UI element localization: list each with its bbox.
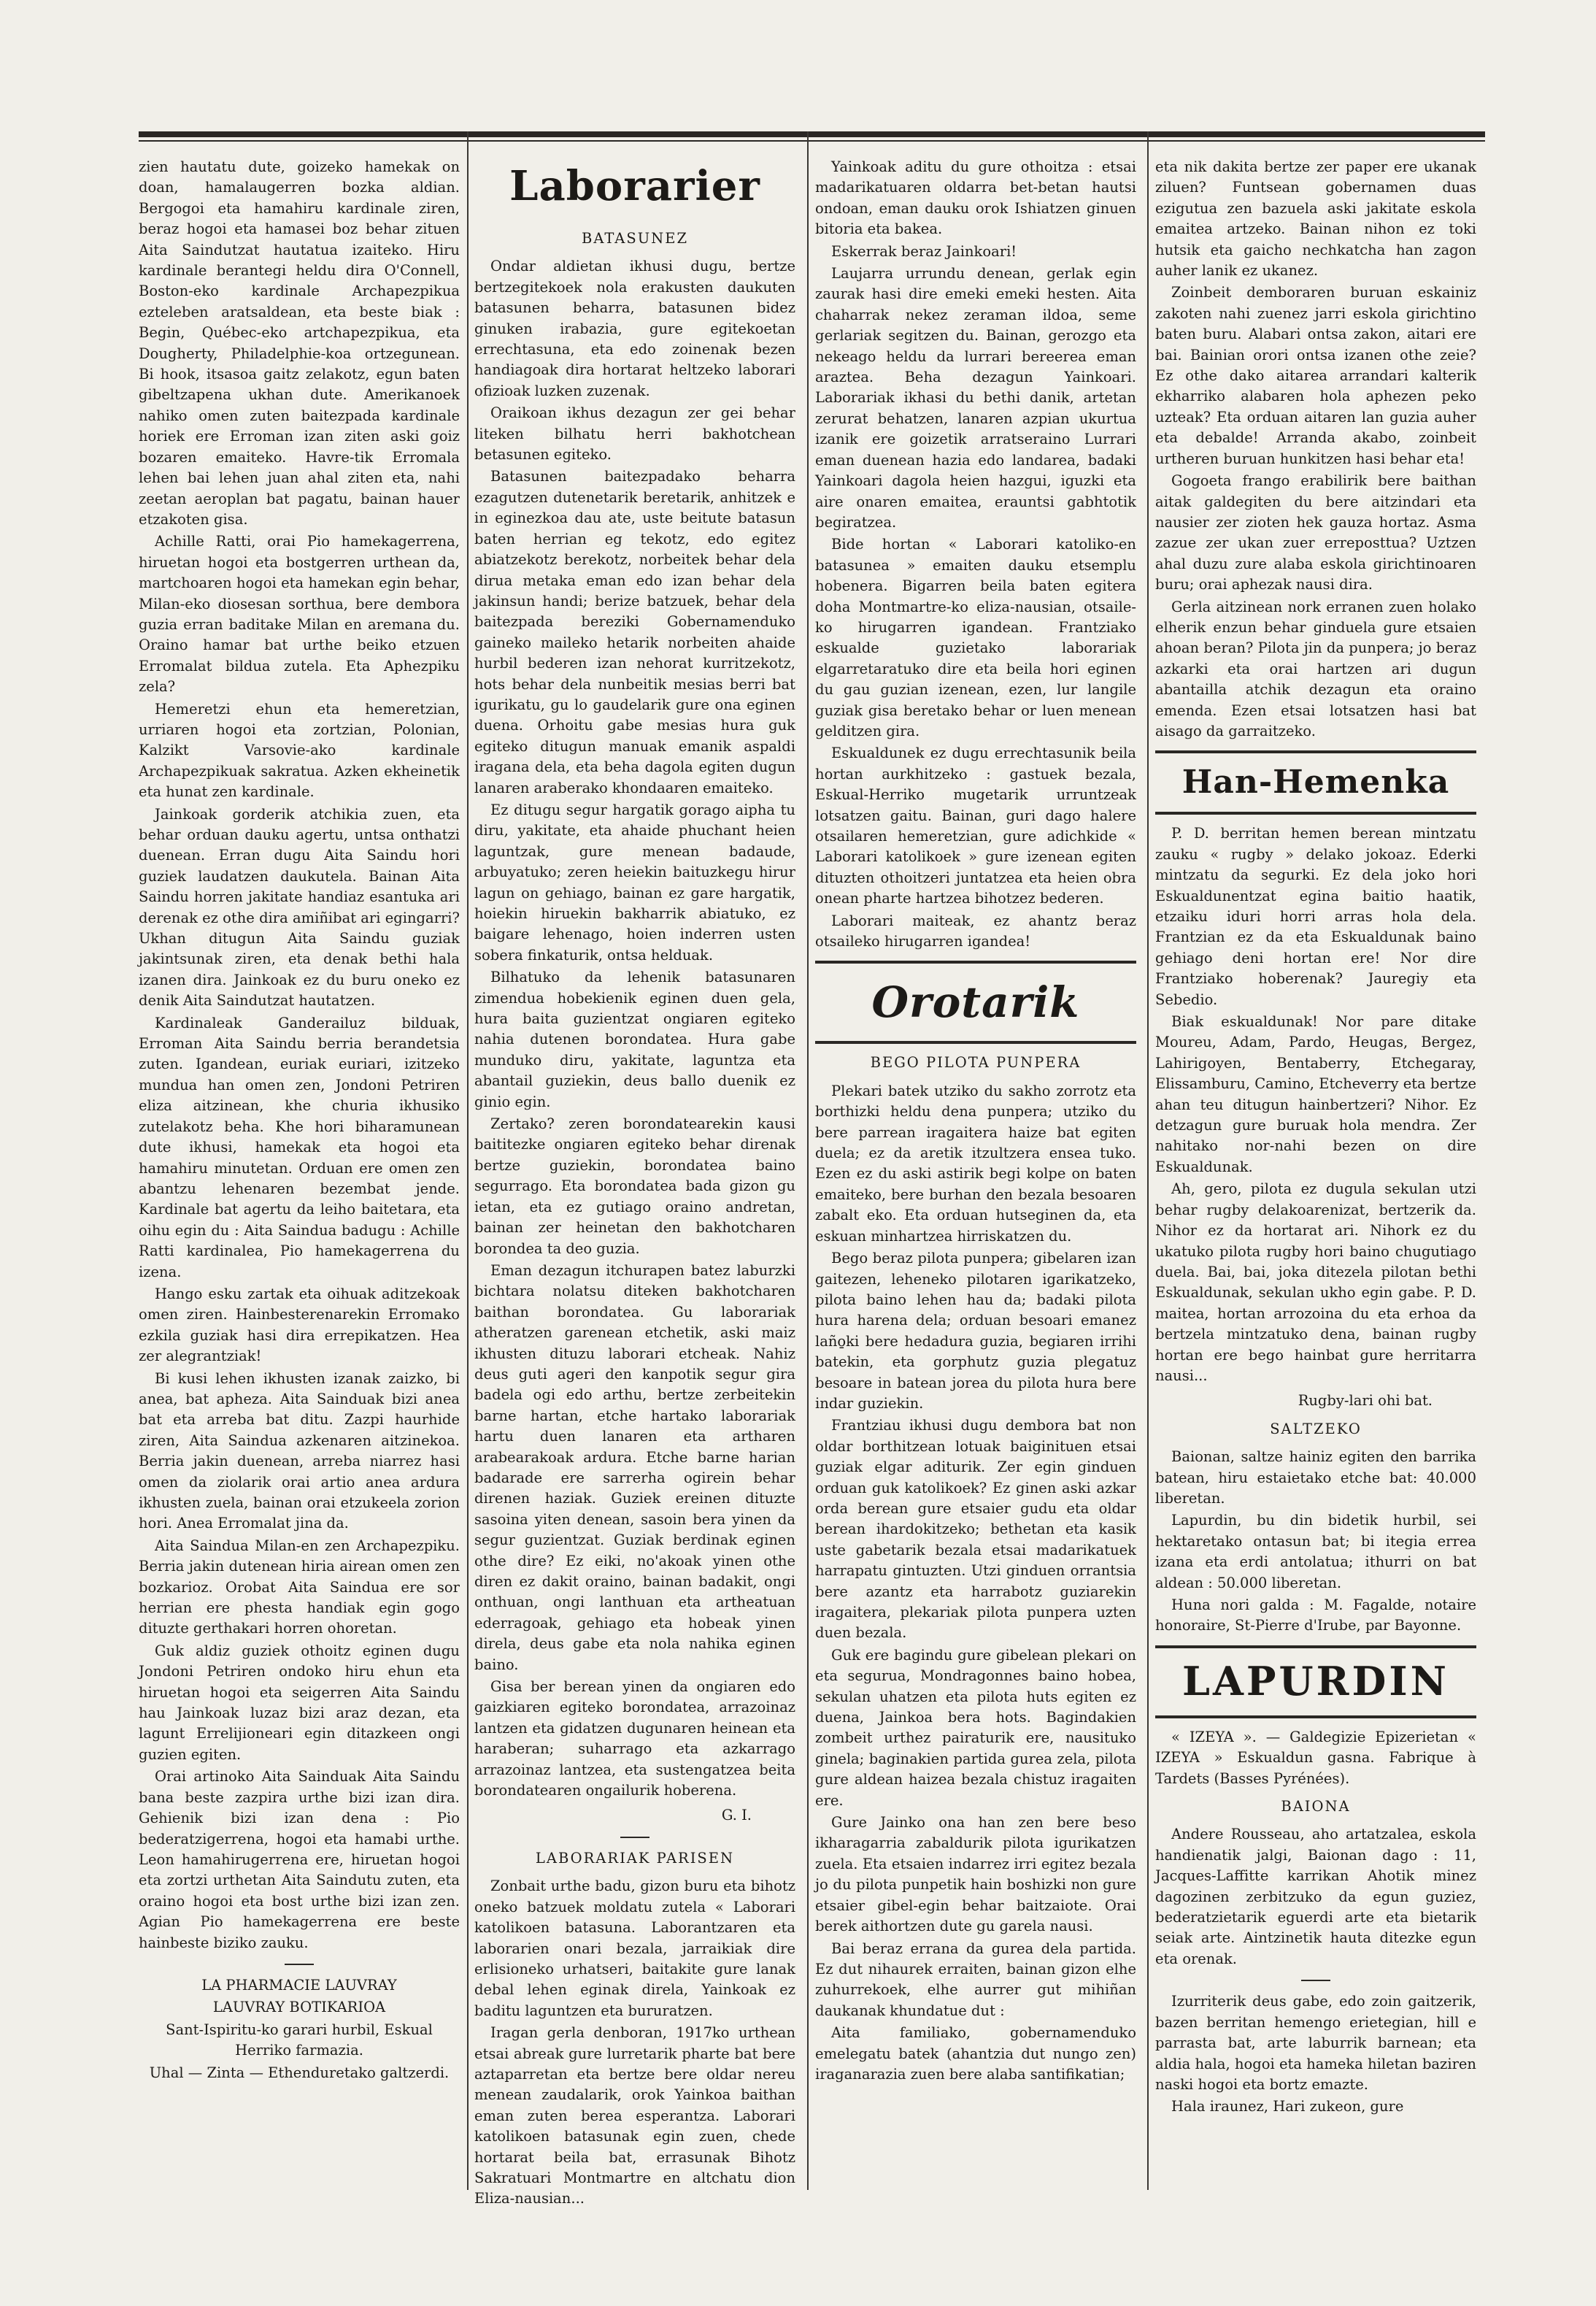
article-paragraph: Huna nori galda : M. Fagalde, notaire honoraire, St-Pierre d'Irube, par Bayonne.: [1155, 1596, 1476, 1634]
article-paragraph: Aita Saindua Milan-en zen Archapezpiku. Berria jakin dutenean hiria airean omen zen bozkarioz. Orobat Aita Saindua ere sor herrian ere phesta handiak egin gogo dituzte gerthakari horren ohoretan.: [139, 1537, 460, 1637]
subheading: LABORARIAK PARISEN: [535, 1849, 735, 1867]
article-paragraph: eta nik dakita bertze zer paper ere ukanak ziluen? Funtsean gobernamen duas ezigutua zen bazuela aski jakitate eskola emaitea artzeko. Bainan nihon ez toki hutsik eta gaicho nechkatcha han zagon auher lanik ez ukanez.: [1155, 158, 1476, 280]
ad-title: LAUVRAY BOTIKARIOA: [212, 1999, 386, 2016]
article-paragraph: Zertako? zeren borondatearekin kausi baititezke ongiaren egiteko behar direnak bertze guziekin, borondatea baino segurrago. Eta borondatea bada gizon gu ietan, eta ez gutiago oraino andretan, bainan zer heinetan den bakhotcharen borondea ta deo guzia.: [474, 1115, 795, 1257]
headline-orotarik: Orotarik: [871, 977, 1080, 1028]
article-paragraph: Oraikoan ikhus dezagun zer gei behar liteken bilhatu herri bakhotchean betasunen egiteko.: [474, 404, 795, 464]
article-paragraph: Kardinaleak Ganderailuz bilduak, Erroman Aita Saindu berria berandetsia zuten. Igandean, euriak euriari, izitzeko mundua han omen zen, Jondoni Petriren eliza aitzinean, khe churia ikhusiko zutelakotz beha. Khe hori biharamunean dute ikhusi, hamekak eta hogoi eta hamahiru minutetan. Orduan ere omen zen abantzu lehenaren bezembat jende. Kardinale bat agertu da leiho baitetara, eta oihu egin du : Aita Saindua badugu : Achille Ratti kardinalea, Pio hamekagerrena du izena.: [139, 1014, 460, 1280]
article-paragraph: Batasunen baitezpadako beharra ezagutzen dutenetarik beretarik, anhitzek e in eginezkoa dau ate, uste beitute batasun baten herrian eg tekotz, edo egitez abiatzekotz berekotz, norbeitek behar dela dirua metaka eman edo izan behar dela jakinsun handi; berize batzuek, behar dela baitezpada bereziki Gobernamenduko gaineko maileko hetarik norbeiten ahaide hurbil bederen izan nehorat kurritzekotz, hots behar dela nunbeitik mesias berri bat igurikatu, gu lo gaudelarik gure ona eginen duena. Orhoitu gabe mesias hura guk egiteko ditugun manuak emanik aspaldi iragana dela, eta beha dagola egiten dugun lanaren araberako khondaaren emaiteko.: [474, 468, 795, 796]
article-paragraph: Gure Jainko ona han zen bere beso ikharagarriа zabaldurik pilota igurikatzen zuela. Eta etsaien indarrez irri egitez bezala jo du pilota punpetik hain boshizki non gure etsaier gibel-egin behar baitzaiote. Orai berek aithortzen dute gu garela nausi.: [815, 1814, 1136, 1935]
column-divider: [467, 131, 469, 2190]
article-paragraph: Plekari batek utziko du sakho zorrotz eta borthizki heldu dena punpera; utziko du bere parrean iragaitera haize bat egiten duela; ez da aretik itzultzera ensea tuko. Ezen ez du aski astirik begi kolpe on baten emaiteko, bere burhan den bezala besoaren zabalt eko. Eta orduan hutseginen da, eta eskuan minhartzea hirriskatzen du.: [815, 1082, 1136, 1245]
headline-lapurdin: LAPURDIN: [1182, 1657, 1449, 1704]
article-paragraph: Laujarra urrundu denean, gerlak egin zaurak hasi dire emeki emeki hesten. Aita chaharrak nekez zeraman ildoa, seme gerlariak segitzen du. Bainan, gerozgo eta nekeago heldu da lurrari bereerea eman arazteа. Beha dezagun Yainkoari. Laborariak ikhasi du bethi danik, artetan zerurat behatzen, lanaren azpian ukurtua izanik ere goizetik arratseraino Lurrari eman duenean hazia edo landarea, badaki Yainkoari dagola heien hazgui, iguzki eta aire onaren emaitea, erauntsi gabhtotik begiratzea.: [815, 265, 1136, 531]
article-paragraph: Orai artinoko Aita Sainduak Aita Saindu bana beste zazpira urthe bizi izan dira. Gehienik bizi izan dena : Pio bederatzigerrena, hogoi eta hamabi urthe. Leon hamahirugerrena ere, hiruetan hogoi eta zortzi urthetan Aita Saindutu zuten, eta oraino hogoi eta bost urthe bizi izan zen. Agian Pio hamekagerrena ere beste hainbeste biziko zauku.: [139, 1768, 460, 1951]
subheading: BEGO PILOTA PUNPERA: [870, 1054, 1082, 1072]
separator: [1301, 1980, 1330, 1981]
article-paragraph: Ondar aldietan ikhusi dugu, bertze bertzegitekoek nola erakusten daukuten batasunen beharra, batasunen bidez ginuken irabazia, gure egitekoetan errechtasuna, eta edo zoinenak bezen handiagoak dira hortarat heltzeko laborari ofizioak luzken zuzenak.: [474, 258, 795, 399]
headline-box: [815, 961, 1136, 1044]
top-rule-thin: [139, 140, 1485, 142]
article-paragraph: Gisa ber berean yinen da ongiaren edo gaizkiaren egiteko borondatea, arrazoinaz lantzen eta gidatzen dugunaren heinean eta haraberan; suharrago eta azkarrago arrazoinaz lantzea, eta sustengatzea beita borondatearen ongailurik hoberena.: [474, 1678, 795, 1799]
article-paragraph: zien hautatu dute, goizeko hamekak on doan, hamalaugerren bozka aldian. Bergogoi eta hamahiru kardinale ziren, beraz hogoi eta hamasei boz behar zituen Aita Saindutzat hautatua izaiteko. Hiru kardinale berantegi heldu dira O'Connell, Boston-eko kardinale Archapezpikua ezteleben aratsaldean, eta beste biak : Begin, Québec-eko artchapezpikua, eta Dougherty, Philadelphie-koa ortzegunean. Bi hook, itsasoa gaitz zelakotz, egun baten gibeltzapena ukhan dute. Amerikanoek nahiko omen zuten baitezpada kardinale horiek ere Erroman izan ziten aski goiz bozaren emaiteko. Havre-tik Erromala lehen bai lehen juan ahal ziten eta, nahi zeetan aeroplan bat pagatu, bainan hauer etzakoten gisa.: [139, 158, 460, 528]
subheading: SALTZEKO: [1270, 1420, 1362, 1437]
column-divider: [1147, 131, 1149, 2190]
headline-box: [1155, 1645, 1476, 1718]
article-paragraph: Eman dezagun itchurapen batez laburzki bichtara nolatsu diteken bakhotcharen baithan borondatea. Gu laborariak atheratzen garenean etchetik, aski maiz ikhusten dituzu laborari etcheak. Nahiz deus guti ageri den kanpotik segur gira badela ogi edo arthu, bertze zerbeitekin barne hartan, etche hartako laborariak hartu duen lanaren eta artharen arabearakoak ardura. Etche barne harian badarade ere sarrerha ogirein behar direnen haziak. Guziek ereinen dituzte sasoina yiten denean, sasoin bera yinen da segur guzientzat. Guziak berdinak eginen othe dire? Ez eiki, no'akoak yinen othe diren ez dakit oraino, bainan badakit, ongi onthuan, ongi lanthuan eta artheatuan ederragoak, gehiago eta hobeak yinen direla, deus gabe eta nola nahika eginen baino.: [474, 1261, 795, 1673]
ad-line: Sant-Ispiritu-ko garari hurbil, Eskual Herriko farmazia.: [166, 2021, 433, 2059]
signature: G. I.: [721, 1807, 752, 1824]
column-4: [1155, 157, 1476, 2119]
article-paragraph: Hango esku zartak eta oihuak aditzekoak omen ziren. Hainbesterenarekin Erromako ezkila guziak hasi dira errepikatzen. Hea zer alegrantziak!: [139, 1285, 460, 1365]
column-3: [815, 157, 1136, 2086]
article-paragraph: Gogoeta frango erabilirik bere baithan aitak galdegiten du bere aitzindari eta nausier zer zioten hek gauza hortaz. Asma zazue zer ukan zuer erreposttua? Uztzen ahal duzu zure alaba eskola girichtinoaren buru; orai aphezak nausi dira.: [1155, 472, 1476, 593]
article-paragraph: Achille Ratti, orai Pio hamekagerrena, hiruetan hogoi eta bostgerren urthean da, martchoaren hogoi eta hamekan egin behar, Milan-eko diosesan sorthua, bere dembora guzia erran baditake Milan en aremana du. Oraino hamar bat urthe beiko etzuen Erromalat bildua zutela. Eta Aphezpiku zela?: [139, 533, 460, 696]
article-paragraph: « IZEYA ». — Galdegizie Epizerietan « IZEYA » Eskualdun gasna. Fabrique à Tardets (Basses Pyrénées).: [1155, 1728, 1476, 1787]
article-paragraph: Aita familiako, gobernamenduko emelegatu batek (ahantzia dut nungo zen) iraganaraziа zuen bere alaba santifikatian;: [815, 2024, 1136, 2083]
headline-han-hemenka: Han-Hemenka: [1181, 764, 1450, 802]
subheading: BATASUNEZ: [581, 230, 688, 247]
article-paragraph: Zonbait urthe badu, gizon buru eta bihotz oneko batzuek moldatu zutela « Laborari katolikoen batasuna. Laborantzaren eta laborarien onari bezala, jarraikiak dire erlisioneko urhatseri, baitakite gure lanak debal lehen eginak direla, Yainkoak ez baditu laguntzen eta bururatzen.: [474, 1878, 795, 2019]
column-1: [139, 157, 460, 2085]
article-paragraph: Andere Rousseau, aho artatzalea, eskola handienatik jalgi, Baionan dago : 11, Jacques-Laffitte karrikan Ahotik minez dagozinen zerbitzuko da egun guziez, bederatzietarik eguerdi arte eta bietarik seiak arte. Aintzinetik hauta ditezke egun eta orenak.: [1155, 1826, 1476, 1967]
article-paragraph: Bego beraz pilota punpera; gibelaren izan gaitezen, leheneko pilotaren igarikatzeko, pilota baino lehen hau da; badaki pilota hura harena dela; orduan besoari emanez laño̱ki bere hedadura guzia, begiaren irrihi batekin, eta gorphutz guzia plegatuz besoare in batean jorea du pilota hura bere indar guziekin.: [815, 1250, 1136, 1412]
separator: [285, 1964, 314, 1965]
article-paragraph: Ez ditugu segur hargatik gorago aipha tu diru, yakitate, eta ahaide phuchant heien laguntzak, gure menean badaude, arbuyatuko; zeren heiekin baituzkegu hirur lagun on gehiago, bainan ez gare hargatik, hoiekin hiruekin bakharrik abiatuko, ez baigare lehenago, hoien inderren usten sobera finkaturik, ontsa helduak.: [474, 801, 795, 964]
article-paragraph: Frantziau ikhusi dugu dembora bat non oldar borthitzean lotuak baiginituen etsai guziak elgar aditurik. Zer egin ginduen orduan guk katolikoek? Ez ginen aski azkar orda berean gure etsaier gudu eta oldar berean ihardokitzeko; bethetan eta kasik uste gabetarik bezala etsai madarikatuek harrapatu gintuzten. Utzi ginduen orrantsia bere azantz eta harrabotz guziarekin iragaitera, plekariak pilota punpera uzten duen bezala.: [815, 1417, 1136, 1642]
ad-title: LA PHARMACIE LAUVRAY: [201, 1976, 397, 1994]
top-rule: [139, 131, 1485, 137]
article-paragraph: Laborari maiteak, ez ahantz beraz otsaileko hirugarren igandea!: [815, 912, 1136, 950]
column-divider: [807, 131, 809, 2190]
separator: [620, 1837, 649, 1838]
article-paragraph: Bai beraz errana da gurea dela partida. Ez dut nihaurek erraiten, bainan gizon elhe zuhurrekoek, elhe aurrer gut mihiñan daukanak khundatue dut :: [815, 1940, 1136, 2019]
signature: Rugby-lari ohi bat.: [1298, 1392, 1433, 1410]
article-paragraph: Bilhatuko da lehenik batasunaren zimendua hobekienik eginen duen gela, hura baita guzientzat ongiaren egiteko nahia dutenen borondatea. Hura gabe munduko diru, yakitate, laguntza eta abantail guziekin, deus ballo duenik ez ginio egin.: [474, 969, 795, 1110]
headline-box: [1155, 750, 1476, 815]
article-paragraph: Guk ere bagindu gure gibelean plekari on eta segurua, Mondragonnes baino hobea, sekulan uhatzen eta pilota huts egiten ez duena, Jainkoa bera hots. Bagindakien zombeit urthez pairaturik ere, nausituko ginela; baginakien partida gurea zela, pilota gure aldean haizea bezala chistuz iragaiten ere.: [815, 1646, 1136, 1809]
article-paragraph: Guk aldiz guziek othoitz eginen dugu Jondoni Petriren ondoko hiru ehun eta hiruetan hogoi eta seigerren Aita Saindu hau Jainkoak luzaz bizi araz dezan, eta lagunt Errelijioneari egin ditazkeen ongi guzien egiten.: [139, 1642, 460, 1763]
article-paragraph: Eskualdunek ez dugu errechtasunik beila hortan aurkhitzeko : gastuek bezala, Eskual-Herriko mugetarik urruntzeak lotsatzen gaitu. Bainan, guri dago halere otsailaren hemeretzian, gure adichkide « Laborari katolikoek » gure izenean egiten dituzten othoitzeri juntatzea eta heien obra onean pharte hartzea bihotzez bederen.: [815, 745, 1136, 907]
article-paragraph: Iragan gerla denboran, 1917ko urthean etsai abreak gure lurretarik pharte bat bere aztaparretan eta bertze bere oldar nereu menean zaudalarik, orok Yainkoa baithan eman zuten berea esperantza. Laborari katolikoen batasunak egin zuen, chede hortarat beila bat, errasunak Bihotz Sakratuari Montmartre en altchatu dion Eliza-nausian...: [474, 2024, 795, 2207]
article-paragraph: Biak eskualdunak! Nor pare ditake Moureu, Adam, Pardo, Heugas, Bergez, Lahirigoyen, Bentaberry, Etchegaray, Elissamburu, Camino, Etcheverry eta bertze ahan teu ditugun hainbertzeri? Nihor. Ez detzagun gure buruak hola mendra. Zer nahitako nor-nahi bezen on dire Eskualdunak.: [1155, 1013, 1476, 1175]
article-paragraph: Jainkoak gorderik atchikia zuen, eta behar orduan dauku agertu, untsa onthatzi duenean. Erran dugu Aita Saindu hori guziek laudatzen daukutela. Bainan Aita Saindu horren jakitate handiaz esantuka ari derenak ez othe dira amiñibat ari egingarri? Ukhan ditugun Aita Saindu guziak jakintsunak ziren, eta denak bethi hala izanen dira. Jainkoak ez du buru oneko ez denik Aita Saindutzat hautatzen.: [139, 805, 460, 1010]
article-paragraph: Bi kusi lehen ikhusten izanak zaizko, bi anea, bat apheza. Aita Sainduak bizi anea bat eta arreba bat ditu. Zazpi haurhide ziren, Aita Saindua azkenaren aitzinekoa. Berria jakin duenean, arreba niarrez hasi omen da ziolarik orai artio anea ardura ikhusten zuela, bainan orai etzukeela zorion hori. Anea Erromalat jina da.: [139, 1369, 460, 1532]
ad-line: Uhal — Zinta — Ethenduretako galtzerdi.: [149, 2064, 450, 2081]
article-paragraph: Ah, gero, pilota ez dugula sekulan utzi behar rugby delakoarenizat, bertzerik da. Nihor ez da hortarat ari. Nihork ez du ukatuko pilota rugby hori baino chugutiago duela. Bai, bai, joka ditezela pilotan bethi Eskualdunak, sekulan ukho egin gabe. P. D. maitea, hortan arrozoina du eta erhoa da bertzela mintzatuko dena, bainan rugby hortan ere bego hainbat gure herritarra nausi...: [1155, 1180, 1476, 1384]
article-paragraph: Eskerrak beraz Jainkoari!: [831, 242, 1017, 260]
article-paragraph: Lapurdin, bu din bidetik hurbil, sei hektaretako ontasun bat; bi itegia errea izana eta erdi antolatua; ithurri on bat aldean : 50.000 liberetan.: [1155, 1512, 1476, 1591]
article-paragraph: Bide hortan « Laborari katoliko-en batasunea » emaiten dauku etsemplu hobenera. Bigarren beila baten egitera doha Montmartre-ko eliza-nausian, otsaile-ko hirugarren igandean. Frantziako eskualde guzietako laborariak elgarretaratuko dire eta beila hori eginen du gau guzian izenean, ezen, lur langile guziak gisa beretako behar or luen menean gelditzen gira.: [815, 536, 1136, 739]
column-2: [474, 157, 795, 2211]
article-paragraph: Gerla aitzinean nork erranen zuen holako elherik enzun behar ginduela gure etsaien ahoan beran? Pilota jin da punpera; jo beraz azkarki eta orai hartzen ari dugun abantailla atchik dezagun eta oraino emenda. Ezen etsai lotsatzen hasi bat aisago da garraitzeko.: [1155, 598, 1476, 739]
article-paragraph: Yainkoak aditu du gure othoitza : etsai madarikatuaren oldarra bet-betan hautsi ondoan, eman dauku orok Ishiatzen ginuen bitoria eta bakea.: [815, 158, 1136, 238]
article-paragraph: Hemeretzi ehun eta hemeretzian, urriaren hogoi eta zortzian, Polonian, Kalzikt Varsovie-ako kardinale Archapezpikuak sakratua. Azken ekheinetik eta hunat zen kardinale.: [139, 700, 460, 801]
article-paragraph: P. D. berritan hemen berean mintzatu zauku « rugby » delako jokoaz. Ederki mintzatu da segurki. Ez dela joko hori Eskualdunentzat egina baitio haatik, etzaiku iduri horri arras hola dela. Frantzian ez da eta Eskualdunak baino gehiago deni hortan ere! Nor dire Frantziako hoberenak? Jauregiy eta Sebedio.: [1155, 825, 1476, 1008]
article-paragraph: Baionan, saltze hainiz egiten den barrika batean, hiru estaietako etche bat: 40.000 liberetan.: [1155, 1448, 1476, 1507]
article-paragraph: Izurriterik deus gabe, edo zoin gaitzerik, bazen berritan hemengo erietegian, hill e parrasta bat, arte laburrik barnean; eta aldia hala, hogoi eta hameka hiletan baziren naski hogoi eta bortz emazte.: [1155, 1993, 1476, 2093]
article-paragraph: Zoinbeit demboraren buruan eskainiz zakoten nahi zuenez jarri eskola girichtino baten buru. Alabari ontsa zakon, aitari ere bai. Bainian orori ontsa izanen othe zeie? Ez othe dako aitarea arrandari kalterik ekharriko alabaren hola aphezen peko uzteak? Eta orduan aitaren lan guzia auher eta debalde! Arranda akabo, zoinbeit urtheren buruan hunkitzen hasi behar eta!: [1155, 284, 1476, 467]
subheading: BAIONA: [1281, 1798, 1351, 1815]
headline-laborarier: Laborarier: [509, 162, 760, 210]
article-paragraph: Hala iraunez, Hari zukeon, gure: [1171, 2098, 1404, 2115]
